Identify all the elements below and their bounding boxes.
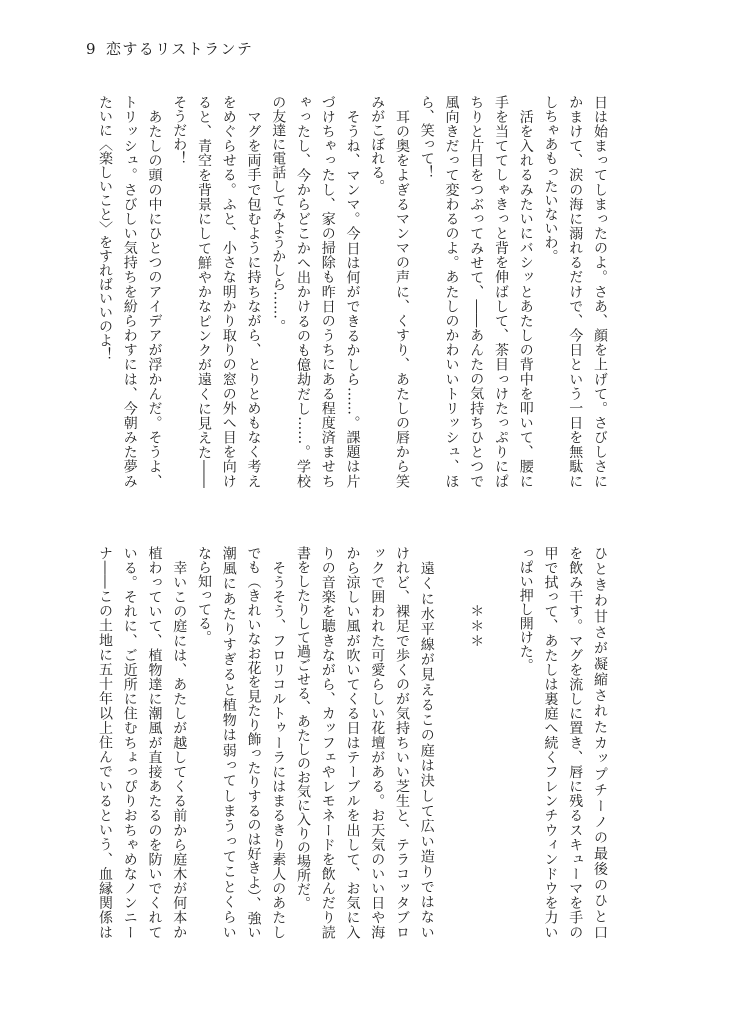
- text-column: たいに〈楽しいこと〉をすればいいのよ！: [97, 95, 113, 361]
- text-column: 手を当ててしゃきっと背を伸ばして、茶目っけたっぷりにぱ: [493, 95, 509, 488]
- text-column: けれど、裸足で歩くのが気持ちいい芝生と、テラコッタブロ: [394, 546, 410, 939]
- text-column: 植わっていて、植物達に潮風が直接あたるのを防いでくれて: [146, 546, 163, 939]
- text-column: から涼しい風が吹いてくる日はテーブルを出して、お気に入: [344, 546, 361, 939]
- text-column: 遠くに水平線が見えるこの庭は決して広い造りではない: [418, 546, 435, 939]
- text-column: そうそう、フロリコルトゥーラにはまるきり素人のあたし: [270, 546, 287, 939]
- text-column: ナ――この土地に五十年以上住んでいるという、血縁関係は: [97, 546, 113, 939]
- text-column: 活を入れるみたいにバシッとあたしの背中を叩いて、腰に: [517, 95, 534, 488]
- text-column: ックで囲われた可愛らしい花壇がある。お天気のいい日や海: [369, 546, 386, 939]
- lower-text-tier: [92, 546, 612, 939]
- text-column: 耳の奥をよぎるマンマの声に、くすり、あたしの唇から笑: [394, 95, 410, 488]
- text-column: りの音楽を聴きながら、カッフェやレモネードを飲んだり読: [319, 546, 336, 939]
- text-column: でも（きれいなお花を見たり飾ったりするのは好きよ）、強い: [245, 546, 262, 939]
- text-column: あたしの頭の中にひとつのアイデアが浮かんだ。そうよ、: [146, 95, 163, 488]
- text-column: そうね、マンマ。今日は何ができるかしら……。課題は片: [344, 95, 361, 488]
- scene-break: ＊＊＊: [468, 604, 485, 649]
- text-column: をめぐらせる。ふと、小さな明かり取りの窓の外へ目を向け: [220, 95, 237, 488]
- text-column: ひときわ甘さが凝縮されたカップチーノの最後のひと口: [592, 546, 608, 939]
- text-column: づけちゃったし、家の掃除も昨日のうちにある程度済ませち: [319, 95, 336, 488]
- text-column: なら知ってる。: [196, 546, 212, 644]
- text-column: ゃったし、今からどこかへ出かけるのも億劫だし……。学校: [295, 95, 311, 488]
- text-column: を飲み干す。マグを流しに置き、唇に残るスキューマを手の: [567, 546, 584, 939]
- text-column: そうだわ！: [171, 95, 188, 165]
- text-column: 日は始まってしまったのよ。さあ、顔を上げて。さびしさに: [592, 95, 608, 488]
- text-column: ると、青空を背景にして鮮やかなピンクが遠くに見えた――: [196, 95, 212, 488]
- text-column: かまけて、涙の海に溺れるだけで、今日という一日を無駄に: [567, 95, 584, 488]
- running-title: 恋するリストランテ: [106, 40, 254, 58]
- text-column: 書をしたりして過ごせる、あたしのお気に入りの場所だ。: [295, 546, 311, 910]
- blank-column: [439, 546, 464, 939]
- text-column: ちりと片目をつぶってみせて、――あんたの気持ちひとつで: [468, 95, 485, 488]
- text-column: みがこぼれる。: [369, 95, 386, 193]
- text-column: の友達に電話してみようかしら……。: [270, 95, 287, 333]
- text-column: 潮風にあたりすぎると植物は弱ってしまうってことくらい: [220, 546, 237, 939]
- text-column: 幸いこの庭には、あたしが越してくる前から庭木が何本か: [171, 546, 188, 939]
- text-column: トリッシュ。さびしい気持ちを紛らわすには、今朝みた夢み: [121, 95, 138, 488]
- text-column: いる。それに、ご近所に住むちょっぴりおちゃめなノンニー: [121, 546, 138, 939]
- blank-column: [488, 546, 513, 939]
- text-column: 甲で拭って、あたしは裏庭へ続くフレンチウィンドウを力い: [542, 546, 559, 939]
- text-column: しちゃあもったいないわ。: [542, 95, 559, 263]
- upper-text-tier: [92, 95, 612, 488]
- text-column: っぱい押し開けた。: [517, 546, 534, 672]
- text-column: 風向きだって変わるのよ。あたしのかわいいトリッシュ、ほ: [443, 95, 460, 488]
- page-number: 9: [86, 40, 96, 58]
- text-column: マグを両手で包むように持ちながら、とりとめもなく考え: [245, 95, 262, 488]
- text-column: ら、笑って！: [418, 95, 435, 179]
- running-head: [86, 39, 253, 59]
